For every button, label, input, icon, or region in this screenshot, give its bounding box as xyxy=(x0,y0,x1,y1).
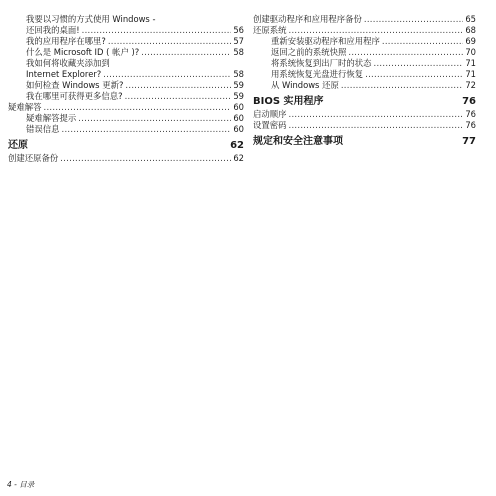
toc-section-title: 还原 xyxy=(8,140,28,151)
toc-entry-title: Internet Explorer? xyxy=(26,69,102,79)
toc-leader-dots xyxy=(289,25,464,36)
toc-leader-dots xyxy=(125,91,232,102)
toc-entry-title: 创建驱动程序和应用程序备份 xyxy=(253,14,362,24)
toc-leader-dots xyxy=(341,80,463,91)
toc-entry-title: 我在哪里可获得更多信息? xyxy=(26,91,123,101)
toc-entry-title: 疑难解答 xyxy=(8,102,42,112)
toc-leader-dots xyxy=(364,14,463,25)
toc-entry-title: 什么是 Microsoft ID ( 帐户 )? xyxy=(26,47,140,57)
toc-entry-title: 将系统恢复到出厂时的状态 xyxy=(271,58,372,68)
toc-leader-dots xyxy=(289,109,464,120)
toc-leader-dots xyxy=(108,36,232,47)
toc-entry-title: 启动顺序 xyxy=(253,109,287,119)
toc-page-number: 57 xyxy=(233,36,244,46)
toc-page-number: 58 xyxy=(233,69,244,79)
toc-page-number: 71 xyxy=(465,69,476,79)
toc-page-number: 65 xyxy=(465,14,476,24)
toc-entry[interactable] xyxy=(253,36,476,47)
toc-entry[interactable] xyxy=(253,80,476,91)
toc-entry-title: 错误信息 xyxy=(26,124,60,134)
toc-section-title: BIOS 实用程序 xyxy=(253,96,324,107)
toc-entry[interactable] xyxy=(253,120,476,131)
toc-entry[interactable] xyxy=(8,47,244,58)
toc-entry[interactable] xyxy=(8,124,244,135)
toc-page-number: 59 xyxy=(233,80,244,90)
toc-leader-dots xyxy=(62,124,232,135)
toc-page-number: 76 xyxy=(465,109,476,119)
toc-page-number: 69 xyxy=(465,36,476,46)
toc-entry-title: 重新安装驱动程序和应用程序 xyxy=(271,36,380,46)
toc-entry[interactable] xyxy=(253,47,476,58)
toc-entry-title: 设置密码 xyxy=(253,120,287,130)
toc-leader-dots xyxy=(382,36,463,47)
toc-leader-dots xyxy=(141,47,231,58)
toc-page-number: 56 xyxy=(233,25,244,35)
toc-section-title: 规定和安全注意事项 xyxy=(253,136,343,147)
toc-leader-dots xyxy=(44,102,232,113)
toc-entry[interactable] xyxy=(8,25,244,36)
toc-leader-dots xyxy=(60,153,231,164)
toc-left-column xyxy=(8,14,244,164)
toc-page-number: 70 xyxy=(465,47,476,57)
toc-entry[interactable] xyxy=(8,36,244,47)
toc-page-number: 60 xyxy=(233,124,244,134)
toc-section-page: 77 xyxy=(462,136,476,147)
toc-page-number: 76 xyxy=(465,120,476,130)
toc-page-number: 62 xyxy=(233,153,244,163)
toc-entry-title: 返回之前的系统快照 xyxy=(271,47,347,57)
toc-entry-title: 创建还原备份 xyxy=(8,153,59,163)
toc-page-number: 71 xyxy=(465,58,476,68)
toc-right-column xyxy=(253,14,476,149)
toc-entry[interactable] xyxy=(8,153,244,164)
toc-leader-dots xyxy=(125,80,231,91)
toc-page-number: 60 xyxy=(233,102,244,112)
toc-entry[interactable] xyxy=(8,113,244,124)
toc-entry[interactable] xyxy=(253,25,476,36)
toc-page-number: 68 xyxy=(465,25,476,35)
toc-entry-title: 从 Windows 还原 xyxy=(271,80,339,90)
toc-section-page: 62 xyxy=(230,140,244,151)
toc-entry[interactable] xyxy=(253,109,476,120)
toc-entry[interactable] xyxy=(8,102,244,113)
toc-leader-dots xyxy=(374,58,464,69)
toc-leader-dots xyxy=(82,25,232,36)
toc-page-number: 59 xyxy=(233,91,244,101)
toc-section-page: 76 xyxy=(462,96,476,107)
toc-leader-dots xyxy=(103,69,231,80)
toc-page-number: 72 xyxy=(465,80,476,90)
toc-entry-title: 我的应用程序在哪里? xyxy=(26,36,106,46)
toc-entry-text: 我要以习惯的方式使用 Windows - xyxy=(26,14,156,24)
toc-entry[interactable] xyxy=(253,69,476,80)
page-footer: 4 - 目录 xyxy=(7,480,35,489)
toc-leader-dots xyxy=(348,47,463,58)
toc-page-number: 60 xyxy=(233,113,244,123)
toc-entry-text: 我如何将收藏夹添加到 xyxy=(26,58,110,68)
toc-section-heading[interactable] xyxy=(8,139,244,153)
toc-entry[interactable] xyxy=(8,69,244,80)
toc-leader-dots xyxy=(289,120,464,131)
toc-entry-title: 如何检查 Windows 更新? xyxy=(26,80,124,90)
toc-page-number: 58 xyxy=(233,47,244,57)
toc-entry[interactable] xyxy=(8,91,244,102)
toc-entry[interactable] xyxy=(8,80,244,91)
toc-entry[interactable] xyxy=(253,14,476,25)
toc-entry-title: 疑难解答提示 xyxy=(26,113,77,123)
toc-entry-title: 还原系统 xyxy=(253,25,287,35)
toc-section-heading[interactable] xyxy=(253,135,476,149)
toc-entry-title: 还回我的桌面! xyxy=(26,25,80,35)
toc-section-heading[interactable] xyxy=(253,95,476,109)
toc-entry[interactable] xyxy=(253,58,476,69)
toc-leader-dots xyxy=(78,113,231,124)
toc-leader-dots xyxy=(365,69,463,80)
toc-entry-title: 用系统恢复光盘进行恢复 xyxy=(271,69,364,79)
